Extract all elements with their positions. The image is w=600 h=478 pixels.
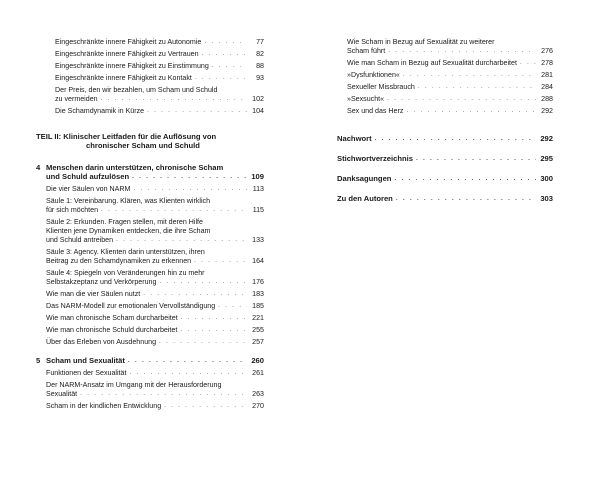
leader-dots [133, 185, 247, 194]
chapter-title: Scham und Sexualität [46, 356, 125, 365]
leader-dots [132, 173, 247, 182]
leader-dots [147, 107, 247, 116]
toc-entry-page: 255 [252, 326, 264, 334]
toc-entry-page: 176 [252, 278, 264, 286]
toc-entry[interactable] [347, 47, 553, 56]
chapter-title-line: Menschen darin unterstützen, chronische Scham [46, 163, 224, 172]
toc-entry[interactable] [46, 236, 264, 245]
toc-entry-page: 292 [541, 107, 553, 115]
toc-entry-title: Funktionen der Sexualität [46, 369, 127, 377]
leader-dots [387, 95, 536, 104]
leader-dots [195, 74, 247, 83]
toc-entry-title-line: Säule 4: Spiegeln von Veränderungen hin zu mehr [46, 269, 205, 277]
back-matter-entry[interactable] [337, 155, 553, 164]
toc-entry[interactable] [46, 402, 264, 411]
toc-entry-title: zu vermeiden [55, 95, 98, 103]
leader-dots [128, 357, 247, 366]
leader-dots [418, 83, 536, 92]
back-matter-title: Stichwortverzeichnis [337, 154, 413, 163]
toc-entry-page: 82 [256, 50, 264, 58]
toc-entry[interactable] [46, 302, 264, 311]
back-matter-entry[interactable] [337, 135, 553, 144]
toc-entry[interactable] [46, 185, 264, 194]
toc-entry-title: Die Schamdynamik in Kürze [55, 107, 145, 115]
leader-dots [116, 236, 247, 245]
toc-entry-page: 221 [252, 314, 264, 322]
leader-dots [388, 47, 536, 56]
back-matter-title: Zu den Autoren [337, 194, 393, 203]
toc-entry[interactable] [40, 50, 264, 59]
leader-dots [159, 338, 247, 347]
toc-entry[interactable] [46, 278, 264, 287]
toc-entry-page: 133 [252, 236, 264, 244]
toc-entry-title: Das NARM-Modell zur emotionalen Vervollständigung [46, 302, 216, 310]
leader-dots [212, 62, 247, 71]
toc-entry-title-line: Säule 1: Vereinbarung. Klären, was Klienten wirklich [46, 197, 211, 205]
part-title-line2: chronischer Scham und Schuld [86, 141, 200, 150]
leader-dots [204, 38, 247, 47]
toc-entry-title: Wie man chronische Schuld durcharbeitet [46, 326, 178, 334]
leader-dots [181, 314, 247, 323]
toc-entry[interactable] [46, 290, 264, 299]
toc-entry-title: Sexualität [46, 390, 78, 398]
leader-dots [164, 402, 247, 411]
toc-entry-title-line: Der Preis, den wir bezahlen, um Scham und Schuld [55, 86, 218, 94]
toc-entry-page: 263 [252, 390, 264, 398]
leader-dots [396, 195, 536, 204]
toc-entry[interactable] [347, 59, 553, 68]
leader-dots [416, 155, 536, 164]
toc-entry-title-line: Wie Scham in Bezug auf Sexualität zu weiterer [347, 38, 495, 46]
toc-entry[interactable] [46, 326, 264, 335]
leader-dots [218, 302, 247, 311]
chapter-title: und Schuld aufzulösen [46, 172, 130, 181]
toc-entry[interactable] [40, 95, 264, 104]
chapter-number: 4 [36, 163, 41, 172]
toc-entry[interactable] [40, 107, 264, 116]
toc-entry-title: und Schuld antreiben [46, 236, 114, 244]
toc-entry-title: Wie man chronische Scham durcharbeitet [46, 314, 178, 322]
toc-entry-page: 288 [541, 95, 553, 103]
part-title: TEIL II: Klinischer Leitfaden für die Auflösung von [36, 132, 217, 141]
toc-entry-title-line: Klienten jene Dynamiken entdecken, die ihre Scham [46, 227, 211, 235]
toc-entry-title: Eingeschränkte innere Fähigkeit zu Vertrauen [55, 50, 199, 58]
toc-entry[interactable] [46, 369, 264, 378]
toc-entry-page: 276 [541, 47, 553, 55]
toc-entry-page: 104 [252, 107, 264, 115]
back-matter-entry[interactable] [337, 175, 553, 184]
toc-entry[interactable] [46, 257, 264, 266]
toc-entry-title: Die vier Säulen von NARM [46, 185, 131, 193]
leader-dots [159, 278, 247, 287]
toc-entry-title: Wie man Scham in Bezug auf Sexualität durcharbeitet [347, 59, 517, 67]
chapter-entry[interactable] [46, 173, 264, 182]
toc-entry[interactable] [46, 206, 264, 215]
back-matter-entry[interactable] [337, 195, 553, 204]
leader-dots [406, 107, 536, 116]
toc-entry-page: 115 [252, 206, 264, 214]
leader-dots [520, 59, 536, 68]
toc-entry-title: für sich möchten [46, 206, 99, 214]
leader-dots [101, 95, 247, 104]
toc-entry-page: 185 [252, 302, 264, 310]
toc-entry-title: Eingeschränkte innere Fähigkeit zu Einstimmung [55, 62, 209, 70]
toc-entry-title: Scham in der kindlichen Entwicklung [46, 402, 162, 410]
back-matter-page: 303 [540, 194, 553, 203]
toc-entry-title-line: Säule 2: Erkunden. Fragen stellen, mit deren Hilfe [46, 218, 203, 226]
chapter-page: 109 [251, 172, 264, 181]
leader-dots [80, 390, 247, 399]
toc-entry[interactable] [46, 314, 264, 323]
toc-entry-page: 261 [252, 369, 264, 377]
toc-entry-title: Sex und das Herz [347, 107, 404, 115]
toc-entry-page: 257 [252, 338, 264, 346]
chapter-page: 260 [251, 356, 264, 365]
leader-dots [180, 326, 247, 335]
back-matter-page: 295 [540, 154, 553, 163]
back-matter-page: 292 [540, 134, 553, 143]
toc-entry[interactable] [347, 71, 553, 80]
leader-dots [202, 50, 247, 59]
toc-entry[interactable] [46, 390, 264, 399]
toc-entry[interactable] [347, 107, 553, 116]
toc-entry-page: 102 [252, 95, 264, 103]
toc-entry[interactable] [347, 95, 553, 104]
back-matter-page: 300 [540, 174, 553, 183]
toc-entry-page: 270 [252, 402, 264, 410]
toc-entry-title: Wie man die vier Säulen nutzt [46, 290, 141, 298]
leader-dots [101, 206, 247, 215]
toc-entry-title-line: Säule 3: Agency. Klienten darin unterstützen, ihren [46, 248, 205, 256]
chapter-entry[interactable] [46, 357, 264, 366]
toc-entry[interactable] [40, 62, 264, 71]
toc-entry[interactable] [40, 74, 264, 83]
toc-entry-title: Beitrag zu den Schamdynamiken zu erkennen [46, 257, 192, 265]
toc-entry-title: Scham führt [347, 47, 386, 55]
toc-entry-page: 164 [252, 257, 264, 265]
toc-entry-title: Über das Erleben von Ausdehnung [46, 338, 157, 346]
toc-entry[interactable] [46, 338, 264, 347]
toc-entry-page: 183 [252, 290, 264, 298]
toc-entry-page: 113 [252, 185, 264, 193]
toc-entry-title: Selbstakzeptanz und Verkörperung [46, 278, 157, 286]
toc-entry-title: »Sexsucht« [347, 95, 385, 103]
toc-entry-title: »Dysfunktionen« [347, 71, 400, 79]
leader-dots [143, 290, 247, 299]
chapter-number: 5 [36, 356, 41, 365]
toc-entry-title: Eingeschränkte innere Fähigkeit zu Kontakt [55, 74, 192, 82]
toc-entry-title-line: Der NARM-Ansatz im Umgang mit der Herausforderung [46, 381, 222, 389]
toc-entry-title: Eingeschränkte innere Fähigkeit zu Autonomie [55, 38, 202, 46]
toc-entry-page: 284 [541, 83, 553, 91]
leader-dots [403, 71, 536, 80]
toc-entry-title: Sexueller Missbrauch [347, 83, 415, 91]
toc-entry[interactable] [40, 38, 264, 47]
back-matter-title: Nachwort [337, 134, 372, 143]
toc-entry-page: 93 [256, 74, 264, 82]
toc-entry-page: 88 [256, 62, 264, 70]
leader-dots [394, 175, 536, 184]
back-matter-title: Danksagungen [337, 174, 392, 183]
toc-entry-page: 281 [541, 71, 553, 79]
toc-entry-page: 77 [256, 38, 264, 46]
leader-dots [194, 257, 247, 266]
leader-dots [375, 135, 536, 144]
leader-dots [129, 369, 247, 378]
toc-entry-page: 278 [541, 59, 553, 67]
toc-entry[interactable] [347, 83, 553, 92]
